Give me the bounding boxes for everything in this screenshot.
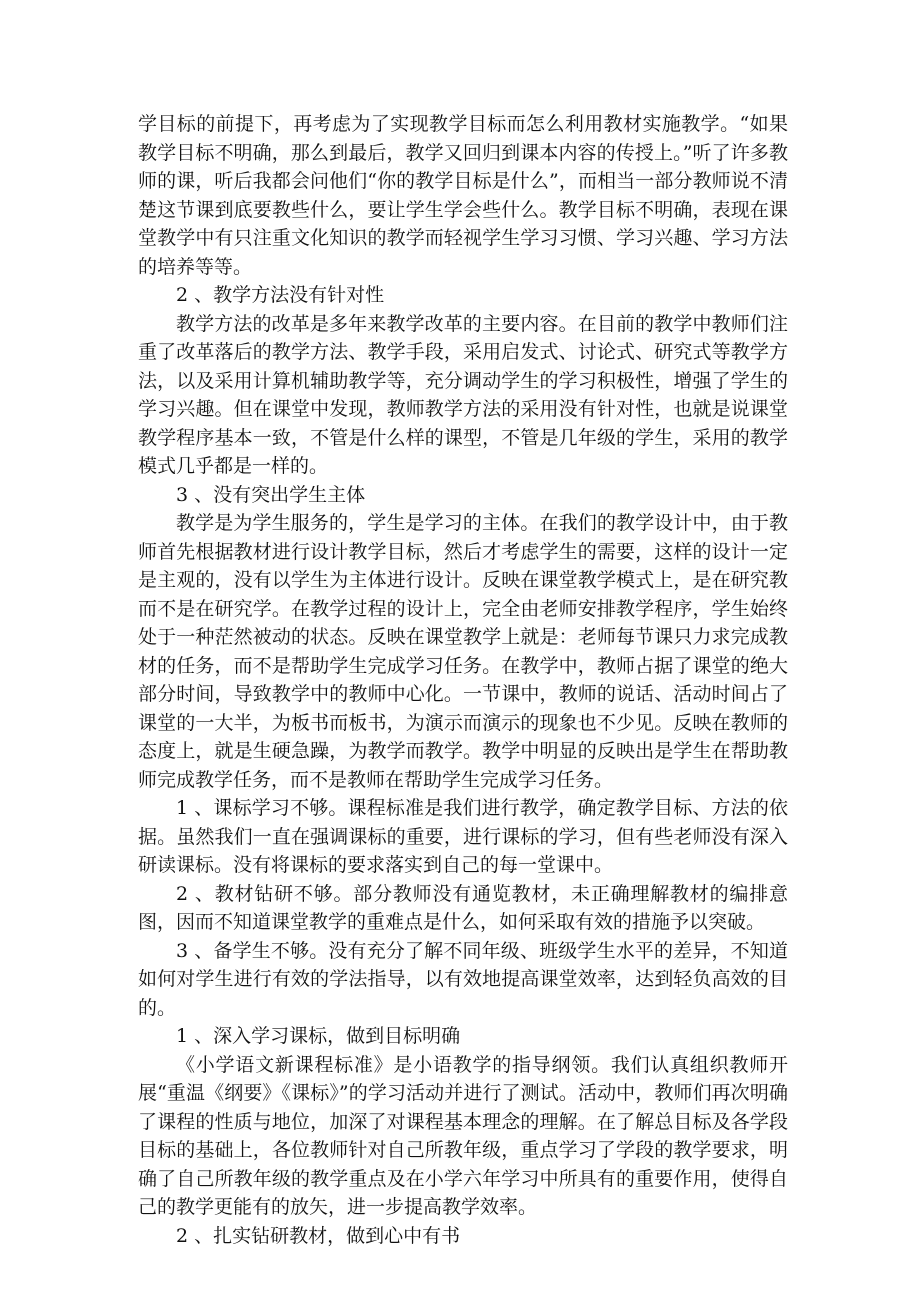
paragraph-curriculum-study: 1 、课标学习不够。课程标准是我们进行教学，确定教学目标、方法的依据。虽然我们一直在强调课标的重要，进行课标的学习，但有些老师没有深入研读课标。没有将课标的要求落实到自己的每一堂课中。 [138,797,788,876]
heading-student-subject: 3 、没有突出学生主体 [176,483,366,506]
paragraph-student-subject: 教学是为学生服务的，学生是学习的主体。在我们的教学设计中，由于教师首先根据教材进行设计教学目标，然后才考虑学生的需要，这样的设计一定是主观的，没有以学生为主体进行设计。反映在课堂教学模式上，是在研究教而不是在研究学。在教学过程的设计上，完全由老师安排教学程序，学生始终处于一种茫然被动的状态。反映在课堂教学上就是：老师每节课只力求完成教材的任务，而不是帮助学生完成学习任务。在教学中，教师占据了课堂的绝大部分时间，导致教学中的教师中心化。一节课中，教师的说话、活动时间占了课堂的一大半，为板书而板书，为演示而演示的现象也不少见。反映在教师的态度上，就是生硬急躁，为教学而教学。教学中明显的反映出是学生在帮助教师完成教学任务，而不是教师在帮助学生完成学习任务。 [138,512,788,791]
heading-study-curriculum: 1 、深入学习课标，做到目标明确 [176,1025,461,1047]
paragraph-teaching-methods: 教学方法的改革是多年来教学改革的主要内容。在目前的教学中教师们注重了改革落后的教学方法、教学手段，采用启发式、讨论式、研究式等教学方法，以及采用计算机辅助教学等，充分调动学生的学习积极性，增强了学生的学习兴趣。但在课堂中发现，教师教学方法的采用没有针对性，也就是说课堂教学程序基本一致，不管是什么样的课型，不管是几年级的学生，采用的教学模式几乎都是一样的。 [138,312,788,477]
paragraph-textbook-study: 2 、教材钻研不够。部分教师没有通览教材，未正确理解教材的编排意图，因而不知道课堂教学的重难点是什么，如何采取有效的措施予以突破。 [138,882,788,933]
document-body [138,110,788,1250]
heading-teaching-methods: 2 、教学方法没有针对性 [176,284,385,306]
paragraph-teaching-goals: 学目标的前提下，再考虑为了实现教学目标而怎么利用教材实施教学。“如果教学目标不明确，那么到最后，教学又回归到课本内容的传授上。”听了许多教师的课，听后我都会问他们“你的教学目标是什么”，而相当一部分教师说不清楚这节课到底要教些什么，要让学生学会些什么。教学目标不明确，表现在课堂教学中有只注重文化知识的教学而轻视学生学习习惯、学习兴趣、学习方法的培养等等。 [138,113,788,278]
heading-study-textbook: 2 、扎实钻研教材，做到心中有书 [176,1224,461,1247]
paragraph-student-preparation: 3 、备学生不够。没有充分了解不同年级、班级学生水平的差异，不知道如何对学生进行有效的学法指导，以有效地提高课堂效率，达到轻负高效的目的。 [138,939,788,1019]
paragraph-study-curriculum: 《小学语文新课程标准》是小语教学的指导纲领。我们认真组织教师开展“重温《纲要》《课标》”的学习活动并进行了测试。活动中，教师们再次明确了课程的性质与地位，加深了对课程基本理念的理解。在了解总目标及各学段目标的基础上，各位教师针对自己所教年级，重点学习了学段的教学要求，明确了自己所教年级的教学重点及在小学六年学习中所具有的重要作用，使得自己的教学更能有的放矢，进一步提高教学效率。 [138,1053,788,1218]
